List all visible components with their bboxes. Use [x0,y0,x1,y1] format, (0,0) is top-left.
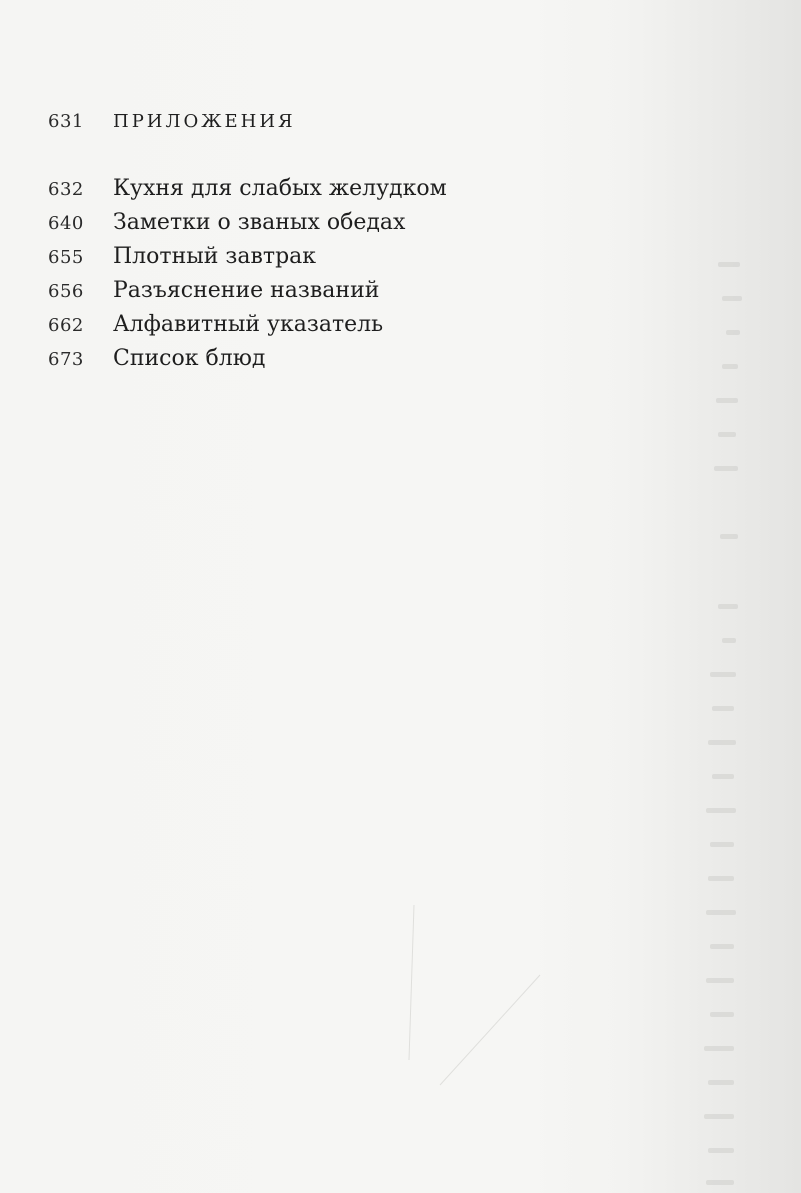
toc-item-title: Плотный завтрак [113,244,317,269]
toc-item-page-number: 656 [48,281,84,302]
table-of-contents [48,111,648,380]
toc-section-header [48,111,648,149]
toc-item-page-number: 662 [48,315,84,336]
toc-item-page-number: 673 [48,349,84,370]
toc-item [48,244,648,278]
section-title: ПРИЛОЖЕНИЯ [113,111,296,132]
toc-item [48,278,648,312]
toc-item-title: Кухня для слабых желудком [113,176,447,201]
toc-list [48,176,648,380]
toc-item-title: Список блюд [113,346,266,371]
toc-item-title: Разъяснение названий [113,278,380,303]
toc-item-page-number: 640 [48,213,84,234]
toc-item [48,210,648,244]
toc-item-title: Заметки о званых обедах [113,210,406,235]
toc-item [48,176,648,210]
section-page-number: 631 [48,111,84,132]
toc-item-page-number: 655 [48,247,84,268]
toc-item [48,312,648,346]
toc-item [48,346,648,380]
toc-item-page-number: 632 [48,179,84,200]
toc-item-title: Алфавитный указатель [113,312,384,337]
